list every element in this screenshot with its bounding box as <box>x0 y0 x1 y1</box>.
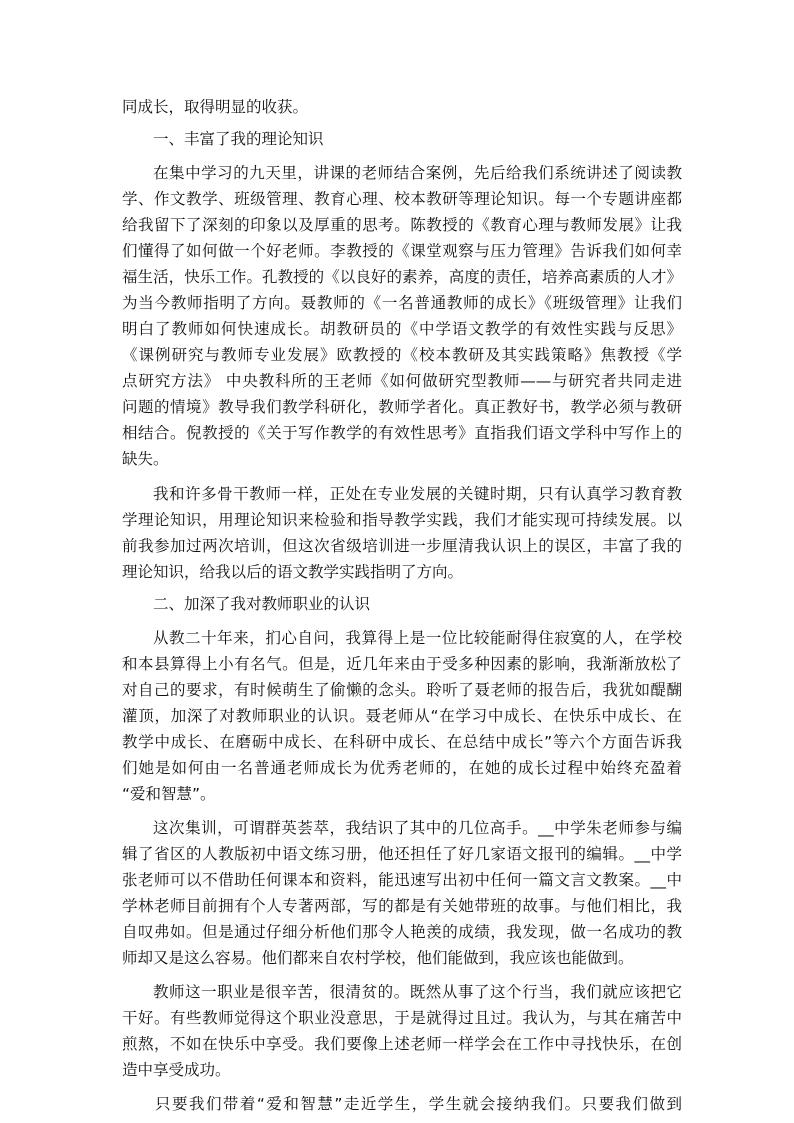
text-line: “爱和智慧”。 <box>122 785 216 803</box>
text-line: 造中享受成功。 <box>122 1061 231 1079</box>
text-line: 只要我们带着“爱和智慧”走近学生，学生就会接纳我们。只要我们做到 <box>155 1095 682 1113</box>
text-line: 师却又是这么容易。他们都来自农村学校，他们能做到，我应该也能做到。 <box>122 949 634 967</box>
text-line: 自叹弗如。但是通过仔细分析他们那令人艳羡的成绩，我发现，做一名成功的教 <box>122 923 682 941</box>
text-line: 理论知识，给我以后的语文教学实践指明了方向。 <box>122 563 464 581</box>
text-line: 一、丰富了我的理论知识 <box>153 130 324 148</box>
text-line: 同成长，取得明显的收获。 <box>122 98 309 116</box>
text-line: 为当今教师指明了方向。聂教师的《一名普通教师的成长》《班级管理》让我们 <box>122 294 682 312</box>
text-line: 和本县算得上小有名气。但是，近几年来由于受多种因素的影响，我渐渐放松了 <box>122 655 682 673</box>
text-line: 二、加深了我对教师职业的认识 <box>153 595 371 613</box>
text-line: 缺失。 <box>122 450 169 468</box>
text-line: 学理论知识，用理论知识来检验和指导教学实践，我们才能实现可持续发展。以 <box>122 511 682 529</box>
text-line: 学、作文教学、班级管理、教育心理、校本教研等理论知识。每一个专题讲座都 <box>122 190 682 208</box>
text-line: 教师这一职业是很辛苦，很清贫的。既然从事了这个行当，我们就应该把它 <box>153 983 682 1001</box>
text-line: 干好。有些教师觉得这个职业没意思，于是就得过且过。我认为，与其在痛苦中 <box>122 1009 682 1027</box>
text-line: 煎熬，不如在快乐中享受。我们要像上述老师一样学会在工作中寻找快乐，在创 <box>122 1035 682 1053</box>
text-line: 相结合。倪教授的《关于写作教学的有效性思考》直指我们语文学科中写作上的 <box>122 424 682 442</box>
text-line: 辑了省区的人教版初中语文练习册，他还担任了好几家语文报刊的编辑。__中学 <box>122 845 682 863</box>
text-line: 点研究方法》 中央教科所的王老师《如何做研究型教师——与研究者共同走进 <box>122 372 682 390</box>
text-line: 张老师可以不借助任何课本和资料，能迅速写出初中任何一篇文言文教案。__中 <box>122 871 682 889</box>
text-line: 灌顶，加深了对教师职业的认识。聂老师从“在学习中成长、在快乐中成长、在 <box>122 707 682 725</box>
text-line: 教学中成长、在磨砺中成长、在科研中成长、在总结中成长”等六个方面告诉我 <box>122 733 682 751</box>
text-line: 问题的情境》教导我们教学科研化，教师学者化。真正教好书，教学必须与教研 <box>122 398 682 416</box>
text-line: 给我留下了深刻的印象以及厚重的思考。陈教授的《教育心理与教师发展》让我 <box>122 216 682 234</box>
text-line: 我和许多骨干教师一样，正处在专业发展的关键时期，只有认真学习教育教 <box>153 485 682 503</box>
text-line: 明白了教师如何快速成长。胡教研员的《中学语文教学的有效性实践与反思》 <box>122 320 682 338</box>
text-line: 们她是如何由一名普通老师成长为优秀老师的，在她的成长过程中始终充盈着 <box>122 759 682 777</box>
text-line: 对自己的要求，有时候萌生了偷懒的念头。聆听了聂老师的报告后，我犹如醍醐 <box>122 681 682 699</box>
text-line: 学林老师目前拥有个人专著两部，写的都是有关她带班的故事。与他们相比，我 <box>122 897 682 915</box>
text-line: 福生活，快乐工作。孔教授的《以良好的素养，高度的责任，培养高素质的人才》 <box>122 268 682 286</box>
text-line: 前我参加过两次培训，但这次省级培训进一步厘清我认识上的误区，丰富了我的 <box>122 537 682 555</box>
text-line: 这次集训，可谓群英荟萃，我结识了其中的几位高手。__中学朱老师参与编 <box>153 819 682 837</box>
text-line: 从教二十年来，扪心自问，我算得上是一位比较能耐得住寂寞的人，在学校 <box>153 629 682 647</box>
text-line: 《课例研究与教师专业发展》欧教授的《校本教研及其实践策略》焦教授《学 <box>122 346 682 364</box>
text-line: 们懂得了如何做一个好老师。李教授的《课堂观察与压力管理》告诉我们如何幸 <box>122 242 682 260</box>
text-line: 在集中学习的九天里，讲课的老师结合案例，先后给我们系统讲述了阅读教 <box>153 164 682 182</box>
